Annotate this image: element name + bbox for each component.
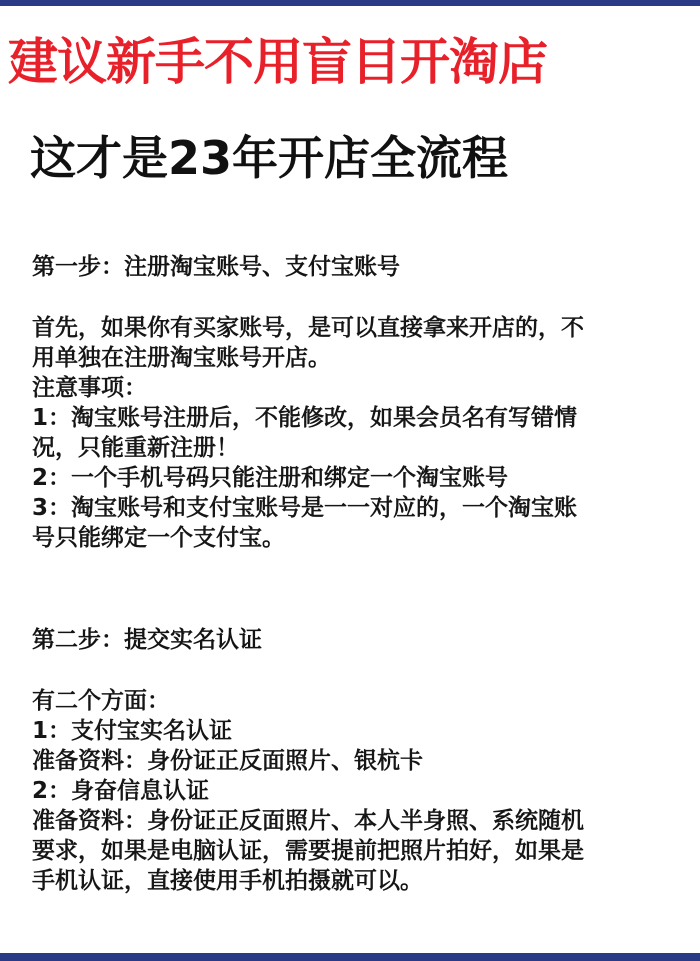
step1-line: 况，只能重新注册！ <box>32 435 239 461</box>
step1-line: 号只能绑定一个支付宝。 <box>32 525 285 551</box>
top-border-bar <box>0 0 700 6</box>
step2-line: 准备资料：身份证正反面照片、银杭卡 <box>32 748 423 774</box>
page-title: 建议新手不用盲目开淘店 <box>8 33 547 91</box>
step2-line: 有二个方面： <box>32 688 170 714</box>
step2-line: 1：支付宝实名认证 <box>32 718 233 744</box>
step1-heading: 第一步：注册淘宝账号、支付宝账号 <box>32 254 400 280</box>
step2-line: 2：身奋信息认证 <box>32 778 210 804</box>
step2-line: 要求，如果是电脑认证，需要提前把照片拍好，如果是 <box>32 838 584 864</box>
step1-body <box>32 313 682 553</box>
step2-line: 准备资料：身份证正反面照片、本人半身照、系统随机 <box>32 808 584 834</box>
step2-heading: 第二步：提交实名认证 <box>32 627 262 653</box>
step2-body <box>32 686 682 896</box>
step1-line: 2：一个手机号码只能注册和绑定一个淘宝账号 <box>32 465 509 491</box>
step1-line: 注意事项： <box>32 375 147 401</box>
step2-line: 手机认证，直接使用手机拍摄就可以。 <box>32 868 423 894</box>
step1-line: 用单独在注册淘宝账号开店。 <box>32 345 331 371</box>
step1-line: 3：淘宝账号和支付宝账号是一一对应的，一个淘宝账 <box>32 495 578 521</box>
step1-line: 1：淘宝账号注册后，不能修改，如果会员名有写错情 <box>32 405 578 431</box>
step1-line: 首先，如果你有买家账号，是可以直接拿来开店的，不 <box>32 315 584 341</box>
bottom-border-bar <box>0 953 700 961</box>
page-subtitle: 这才是23年开店全流程 <box>30 131 509 185</box>
